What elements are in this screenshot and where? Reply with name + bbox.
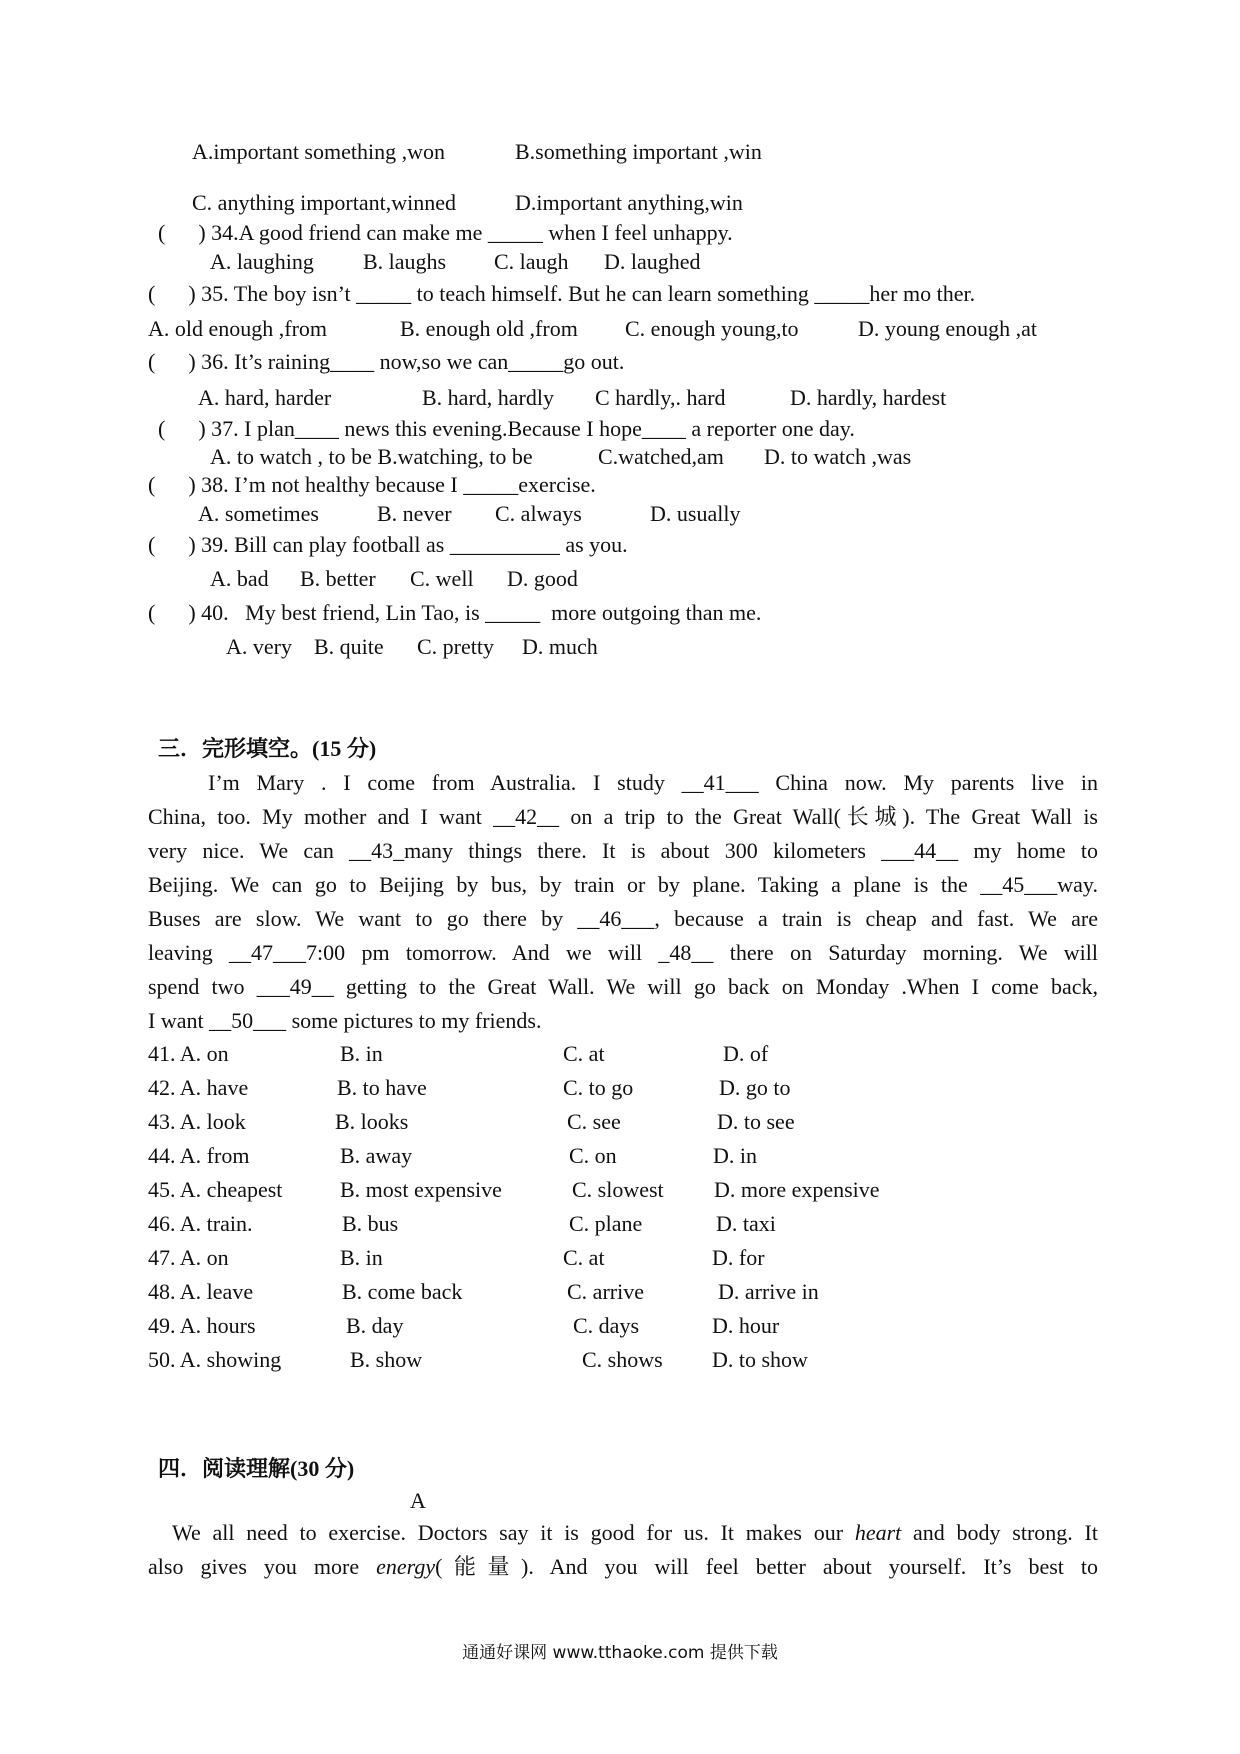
cloze-45-option-a: 45. A. cheapest	[148, 1177, 283, 1202]
cloze-45-option-b: B. most expensive	[340, 1177, 502, 1202]
q40-option-b: B. quite	[314, 634, 384, 659]
q35-option-b: B. enough old ,from	[400, 316, 578, 341]
cloze-46-option-a: 46. A. train.	[148, 1211, 253, 1236]
q35-option-a: A. old enough ,from	[148, 316, 328, 341]
cloze-46-option-c: C. plane	[569, 1211, 643, 1236]
cloze-41-option-d: D. of	[723, 1041, 769, 1066]
cloze-50-option-a: 50. A. showing	[148, 1347, 282, 1372]
q36-option-c: C hardly,. hard	[595, 385, 726, 410]
q34-option-b: B. laughs	[363, 249, 447, 274]
cloze-41-option-b: B. in	[340, 1041, 383, 1066]
cloze-46-option-b: B. bus	[342, 1211, 399, 1236]
q35-option-d: D. young enough ,at	[858, 316, 1038, 341]
q39-option-b: B. better	[300, 566, 376, 591]
q39-option-a: A. bad	[210, 566, 269, 591]
cloze-48-option-d: D. arrive in	[718, 1279, 819, 1304]
cloze-passage-line-3: very nice. We can __43_many things there. It is about 300 kilometers ___44__ my home to	[148, 838, 1098, 863]
cloze-47-option-a: 47. A. on	[148, 1245, 229, 1270]
cloze-43-option-d: D. to see	[717, 1109, 795, 1134]
q39-option-d: D. good	[507, 566, 578, 591]
q33-option-a: A.important something ,won	[192, 139, 445, 164]
cloze-heading: 三．完形填空。(15 分)	[158, 736, 377, 761]
reading-passage-label: A	[410, 1488, 426, 1513]
q36-option-d: D. hardly, hardest	[790, 385, 947, 410]
cloze-47-option-d: D. for	[712, 1245, 765, 1270]
q38-option-b: B. never	[377, 501, 452, 526]
q40-option-d: D. much	[522, 634, 598, 659]
cloze-48-option-b: B. come back	[342, 1279, 463, 1304]
cloze-44-option-d: D. in	[713, 1143, 757, 1168]
q36-option-a: A. hard, harder	[198, 385, 332, 410]
cloze-passage-line-1: I’m Mary . I come from Australia. I study __41___ China now. My parents live in	[208, 770, 1098, 795]
q35-option-c: C. enough young,to	[625, 316, 799, 341]
question-34-stem: ( ) 34.A good friend can make me _____ when I feel unhappy.	[158, 220, 733, 245]
q37-option-ab: A. to watch , to be B.watching, to be	[210, 444, 533, 469]
cloze-47-option-b: B. in	[340, 1245, 383, 1270]
q39-option-c: C. well	[410, 566, 474, 591]
cloze-42-option-b: B. to have	[337, 1075, 427, 1100]
cloze-50-option-b: B. show	[350, 1347, 423, 1372]
q33-option-b: B.something important ,win	[515, 139, 762, 164]
q37-option-c: C.watched,am	[598, 444, 724, 469]
question-39-stem: ( ) 39. Bill can play football as __________ as you.	[148, 532, 628, 557]
q36-option-b: B. hard, hardly	[422, 385, 554, 410]
cloze-50-option-c: C. shows	[582, 1347, 663, 1372]
q33-option-c: C. anything important,winned	[192, 190, 456, 215]
q40-option-c: C. pretty	[417, 634, 494, 659]
cloze-48-option-a: 48. A. leave	[148, 1279, 254, 1304]
q34-option-a: A. laughing	[210, 249, 314, 274]
cloze-42-option-c: C. to go	[563, 1075, 634, 1100]
cloze-passage-line-2: China, too. My mother and I want __42__ on a trip to the Great Wall(长城). The Great Wall is	[148, 804, 1098, 829]
question-38-stem: ( ) 38. I’m not healthy because I _____exercise.	[148, 472, 596, 497]
q33-option-d: D.important anything,win	[515, 190, 743, 215]
cloze-45-option-c: C. slowest	[572, 1177, 664, 1202]
q34-option-c: C. laugh	[494, 249, 569, 274]
cloze-43-option-b: B. looks	[335, 1109, 409, 1134]
cloze-49-option-b: B. day	[346, 1313, 404, 1338]
question-36-stem: ( ) 36. It’s raining____ now,so we can_____go out.	[148, 349, 625, 374]
question-40-stem: ( ) 40. My best friend, Lin Tao, is _____ more outgoing than me.	[148, 600, 762, 625]
q40-option-a: A. very	[226, 634, 292, 659]
cloze-42-option-a: 42. A. have	[148, 1075, 249, 1100]
reading-passage-line-2	[148, 1550, 1098, 1584]
cloze-49-option-a: 49. A. hours	[148, 1313, 256, 1338]
cloze-47-option-c: C. at	[563, 1245, 605, 1270]
cloze-41-option-c: C. at	[563, 1041, 605, 1066]
cloze-46-option-d: D. taxi	[716, 1211, 776, 1236]
cloze-49-option-c: C. days	[573, 1313, 639, 1338]
cloze-passage-line-6: leaving __47___7:00 pm tomorrow. And we will _48__ there on Saturday morning. We will	[148, 940, 1098, 965]
cloze-44-option-c: C. on	[569, 1143, 617, 1168]
cloze-48-option-c: C. arrive	[567, 1279, 644, 1304]
cloze-43-option-c: C. see	[567, 1109, 621, 1134]
question-35-stem: ( ) 35. The boy isn’t _____ to teach himself. But he can learn something _____her mo ther.	[148, 281, 976, 306]
cloze-50-option-d: D. to show	[712, 1347, 808, 1372]
cloze-45-option-d: D. more expensive	[714, 1177, 880, 1202]
cloze-43-option-a: 43. A. look	[148, 1109, 246, 1134]
question-37-stem: ( ) 37. I plan____ news this evening.Because I hope____ a reporter one day.	[158, 416, 855, 441]
reading-heading: 四．阅读理解(30 分)	[158, 1456, 355, 1481]
cloze-passage-line-7: spend two ___49__ getting to the Great Wall. We will go back on Monday .When I come back,	[148, 974, 1098, 999]
cloze-passage-line-5: Buses are slow. We want to go there by __46___, because a train is cheap and fast. We are	[148, 906, 1098, 931]
cloze-44-option-b: B. away	[340, 1143, 413, 1168]
cloze-41-option-a: 41. A. on	[148, 1041, 229, 1066]
cloze-42-option-d: D. go to	[719, 1075, 791, 1100]
reading-passage-line-1	[148, 1516, 1098, 1550]
reading-line-1-text: We all need to exercise. Doctors say it is good for us. It makes our heart and body strong. It	[172, 1520, 1099, 1545]
cloze-passage-line-8: I want __50___ some pictures to my friends.	[148, 1008, 542, 1033]
q38-option-c: C. always	[495, 501, 582, 526]
footer-source: 通通好课网 www.tthaoke.com 提供下载	[462, 1643, 778, 1663]
cloze-passage-line-4: Beijing. We can go to Beijing by bus, by train or by plane. Taking a plane is the __45___way.	[148, 872, 1098, 897]
q34-option-d: D. laughed	[604, 249, 701, 274]
q37-option-d: D. to watch ,was	[764, 444, 912, 469]
reading-line-2-text: also gives you more energy(能量). And you will feel better about yourself. It’s best to	[148, 1554, 1098, 1579]
cloze-44-option-a: 44. A. from	[148, 1143, 250, 1168]
q38-option-a: A. sometimes	[198, 501, 319, 526]
cloze-49-option-d: D. hour	[712, 1313, 780, 1338]
q38-option-d: D. usually	[650, 501, 741, 526]
